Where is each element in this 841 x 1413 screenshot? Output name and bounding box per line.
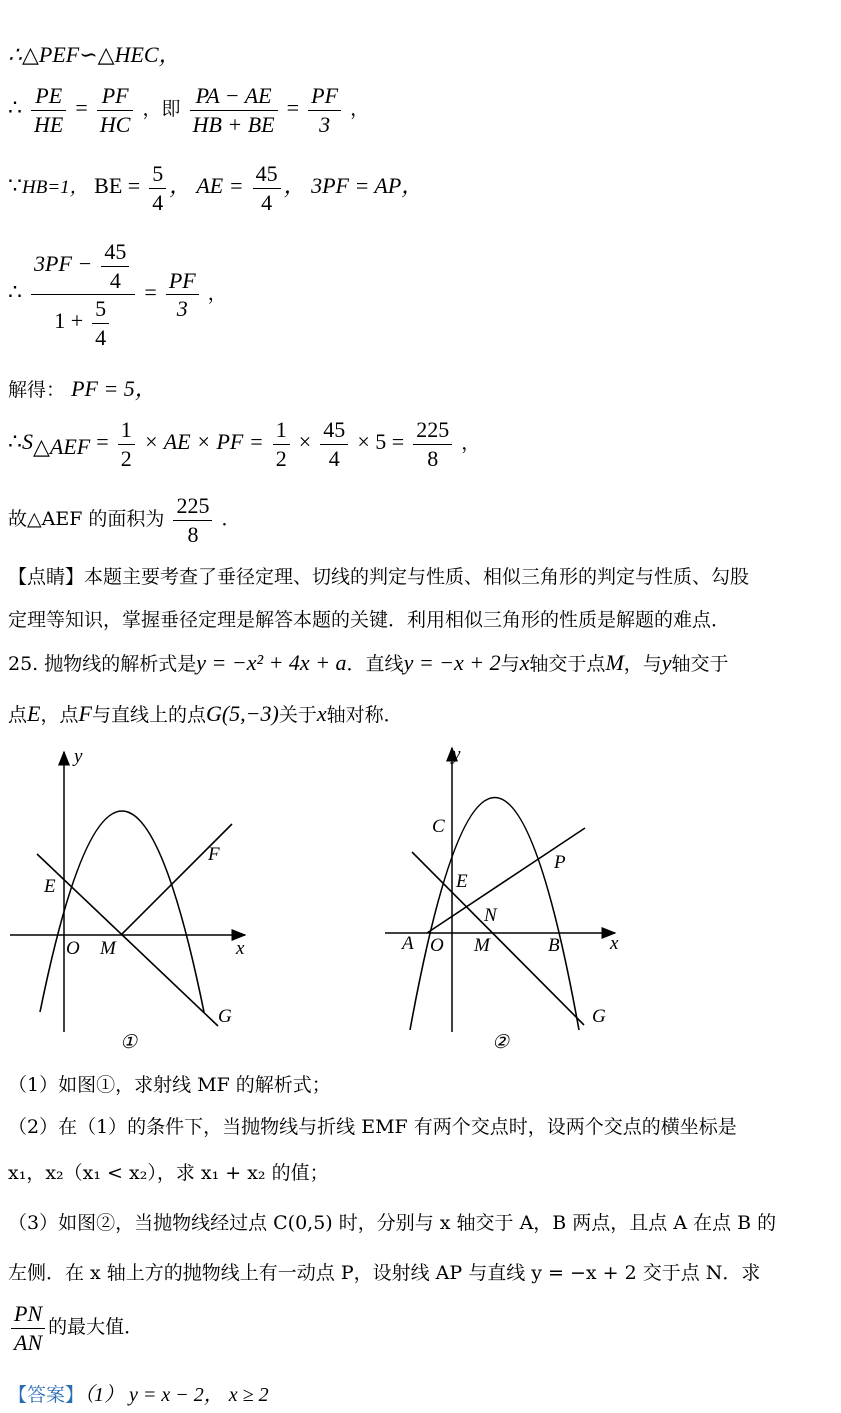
text: 与 xyxy=(500,653,520,675)
question-1: （1）如图①，求射线 MF 的解析式； xyxy=(8,1074,331,1096)
fraction-1-2 xyxy=(273,416,290,472)
point-f: F xyxy=(78,701,92,726)
text: ．直线 xyxy=(346,653,404,675)
label-e: E xyxy=(456,871,468,892)
label-c: C xyxy=(432,816,445,837)
figure-1 xyxy=(0,740,290,1060)
denominator: HC xyxy=(99,111,131,137)
question-3-ask: 的最大值． xyxy=(48,1316,144,1338)
label-p: P xyxy=(554,852,566,873)
x-variable: x xyxy=(519,650,530,675)
step-solve-pf xyxy=(8,372,157,403)
denominator-term: 1 + xyxy=(54,308,84,333)
pf-result: PF = 5， xyxy=(71,376,157,401)
fraction-pf-hc xyxy=(97,82,134,138)
denominator: 4 xyxy=(95,324,107,350)
step-ratio xyxy=(8,82,369,138)
ray-ap xyxy=(427,828,585,933)
label-g: G xyxy=(218,1006,232,1027)
numerator: PF xyxy=(308,82,341,111)
fraction-pf-3 xyxy=(308,82,341,138)
area-symbol: S xyxy=(22,429,33,454)
figure-2 xyxy=(370,740,640,1060)
fraction-45-4 xyxy=(320,416,348,472)
question-3-cont: 左侧．在 x 轴上方的抛物线上有一动点 P，设射线 AP 与直线 y = −x + 2 交于点 N．求 xyxy=(8,1262,761,1284)
solve-label: 解得： xyxy=(8,379,66,401)
numerator: PF xyxy=(97,82,134,111)
period: ． xyxy=(221,508,241,530)
problem-intro: 25. 抛物线的解析式是 xyxy=(8,653,197,675)
numerator: PF xyxy=(166,267,199,296)
numerator: PN xyxy=(11,1300,45,1329)
fraction-pa-ae xyxy=(190,82,278,138)
be-label: BE = xyxy=(88,173,141,198)
step-similar-triangles: ∴△PEF∽△HEC， xyxy=(8,42,181,67)
problem-25-line-2 xyxy=(8,700,403,727)
answer-line xyxy=(8,1378,269,1407)
denominator: AN xyxy=(14,1329,43,1355)
point-m: M xyxy=(605,650,624,675)
comma: ， xyxy=(350,98,370,120)
conclusion-text: 故△AEF 的面积为 xyxy=(8,508,165,530)
parabola-equation: y = −x² + 4x + a xyxy=(196,650,347,675)
caption-2: ② xyxy=(492,1032,510,1053)
denominator: 3 xyxy=(319,111,331,137)
area-subscript: △AEF xyxy=(33,433,91,459)
fraction-5-4 xyxy=(92,295,109,351)
denominator: HB + BE xyxy=(192,111,275,137)
equals-sign: = xyxy=(286,95,300,120)
times-five: × 5 = xyxy=(357,429,405,454)
question-3-end xyxy=(8,1300,143,1356)
numerator: PA − AE xyxy=(190,82,278,111)
area-product: × AE × PF = xyxy=(143,429,264,454)
label-y: y xyxy=(452,744,461,765)
label-x: x xyxy=(236,938,245,959)
equals-sign: = xyxy=(75,95,88,120)
compound-fraction xyxy=(31,238,135,351)
ray-mf xyxy=(121,824,232,935)
step-compound-equation xyxy=(8,238,227,351)
fraction-45-4 xyxy=(253,160,281,216)
text: 关于 xyxy=(278,704,317,726)
numerator: 45 xyxy=(101,238,129,267)
label-e: E xyxy=(44,876,56,897)
equals-sign: = xyxy=(96,429,109,454)
answer-1: （1） y = x − 2， x ≥ 2 xyxy=(84,1384,269,1406)
fraction-5-4 xyxy=(149,160,166,216)
therefore-symbol: ∴ xyxy=(8,429,22,454)
numerator: PE xyxy=(31,82,66,111)
label-b: B xyxy=(548,935,560,956)
compound-denominator xyxy=(31,295,135,351)
question-3: （3）如图②，当抛物线经过点 C(0,5) 时，分别与 x 轴交于 A，B 两点，且点 A 在点 B 的 xyxy=(8,1212,777,1234)
pf-ap-relation: ， 3PF = AP， xyxy=(283,173,424,198)
text: 轴交于点 xyxy=(529,653,606,675)
label-g: G xyxy=(592,1006,606,1027)
x-variable: x xyxy=(316,701,327,726)
step-conclusion xyxy=(8,492,241,548)
fraction-pn-an xyxy=(11,1300,45,1356)
fraction-pf-3 xyxy=(166,267,199,323)
label-m: M xyxy=(474,935,490,956)
numerator-term: 3PF − xyxy=(34,251,93,276)
line-equation: y = −x + 2 xyxy=(403,650,501,675)
comma: ， xyxy=(461,432,481,454)
denominator: 4 xyxy=(328,445,340,471)
numerator: 45 xyxy=(253,160,281,189)
answer-tag: 【答案】 xyxy=(8,1384,85,1406)
hb-value: HB=1， xyxy=(22,177,89,198)
label-y: y xyxy=(74,746,83,767)
numerator: 1 xyxy=(273,416,290,445)
text: 轴交于 xyxy=(671,653,729,675)
label-x: x xyxy=(610,933,619,954)
fraction-pe-he xyxy=(31,82,66,138)
denominator: 3 xyxy=(176,296,188,321)
numerator: 225 xyxy=(173,492,212,521)
denominator: 8 xyxy=(427,445,439,471)
text: 与直线上的点 xyxy=(91,704,206,726)
label-n: N xyxy=(484,905,497,926)
denominator: 8 xyxy=(187,521,199,547)
comma: ， xyxy=(207,282,227,305)
label-a: A xyxy=(402,933,414,954)
because-symbol: ∵ xyxy=(8,173,22,198)
label-o: O xyxy=(66,938,80,959)
denominator: 4 xyxy=(261,189,273,215)
fraction-225-8 xyxy=(173,492,212,548)
equals-sign: = xyxy=(144,279,157,305)
fraction-45-4 xyxy=(101,238,129,294)
denominator: 4 xyxy=(109,267,121,293)
comment-line-1: 【点睛】本题主要考查了垂径定理、切线的判定与性质、相似三角形的判定与性质、勾股 xyxy=(8,566,750,588)
therefore-symbol: ∴ xyxy=(8,279,22,305)
caption-1: ① xyxy=(120,1032,138,1053)
fraction-1-2 xyxy=(118,416,135,472)
point-e: E xyxy=(27,701,41,726)
compound-numerator xyxy=(31,238,135,295)
denominator: 2 xyxy=(275,445,287,471)
comment-line-2: 定理等知识，掌握垂径定理是解答本题的关键．利用相似三角形的性质是解题的难点． xyxy=(8,609,731,631)
y-variable: y xyxy=(661,650,672,675)
text: ，与 xyxy=(623,653,662,675)
text: 点 xyxy=(8,704,28,726)
point-g: G(5,−3) xyxy=(205,701,279,726)
denominator: HE xyxy=(34,111,64,137)
problem-25-line-1 xyxy=(8,649,729,676)
denominator: 4 xyxy=(152,189,164,215)
ae-label: ， AE = xyxy=(169,173,244,198)
label-m: M xyxy=(100,938,116,959)
text: ，点 xyxy=(40,704,79,726)
denominator: 2 xyxy=(120,445,132,471)
ji-text: ，即 xyxy=(142,98,181,120)
step-area-formula xyxy=(8,416,480,472)
step-given-values xyxy=(8,160,423,216)
question-2: （2）在（1）的条件下，当抛物线与折线 EMF 有两个交点时，设两个交点的横坐标是 xyxy=(8,1116,737,1138)
numerator: 1 xyxy=(118,416,135,445)
therefore-symbol: ∴ xyxy=(8,95,22,120)
fraction-225-8 xyxy=(413,416,452,472)
numerator: 5 xyxy=(92,295,109,324)
numerator: 5 xyxy=(149,160,166,189)
numerator: 45 xyxy=(320,416,348,445)
times-sign: × xyxy=(298,429,312,454)
label-o: O xyxy=(430,935,444,956)
numerator: 225 xyxy=(413,416,452,445)
question-2-cont: x₁，x₂（x₁ < x₂），求 x₁ + x₂ 的值； xyxy=(8,1162,329,1184)
text: 轴对称． xyxy=(326,704,403,726)
label-f: F xyxy=(208,844,220,865)
